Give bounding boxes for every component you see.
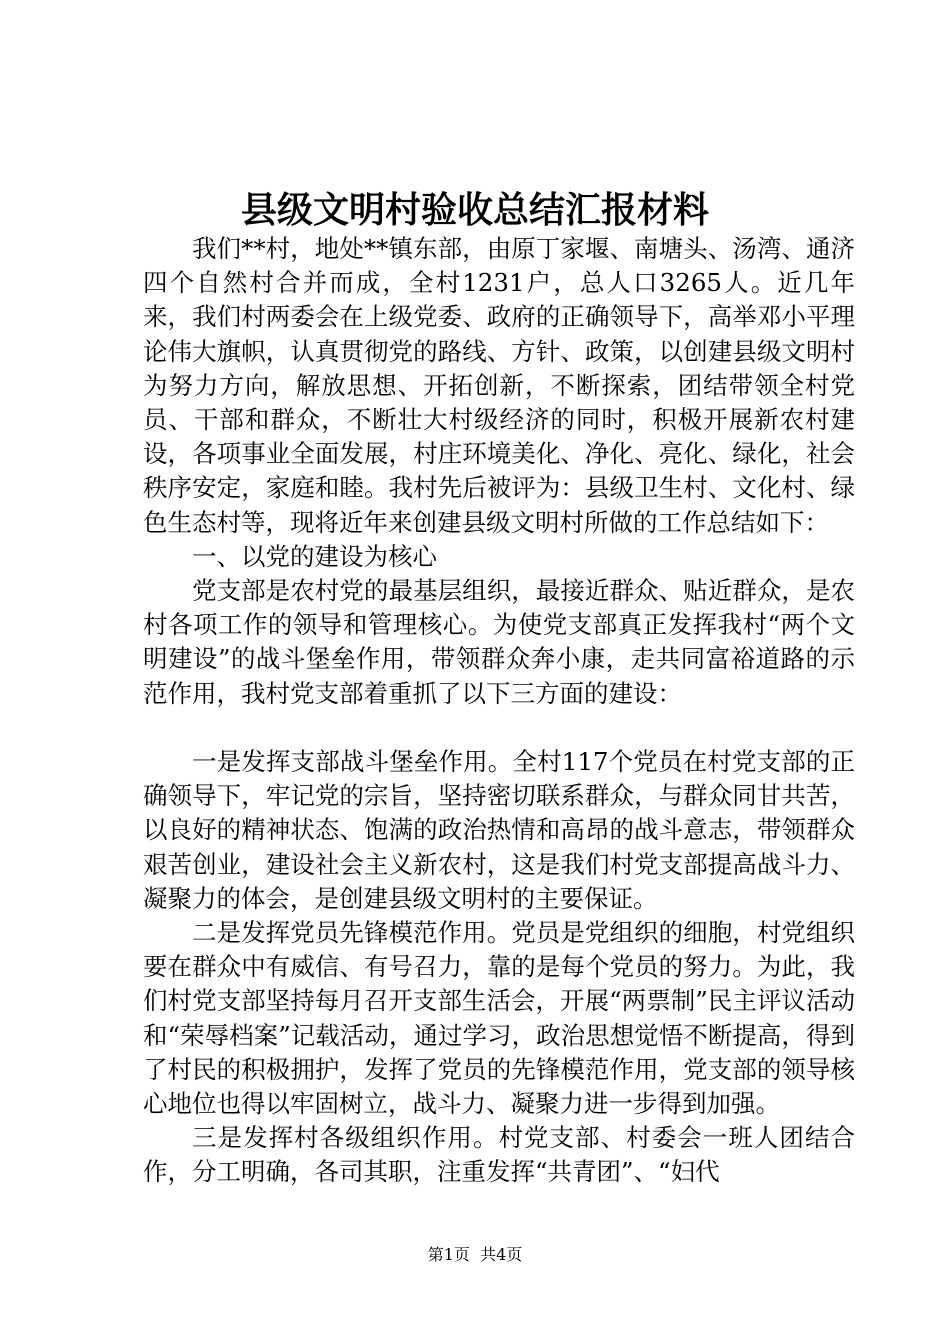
paragraph-point-two: 二是发挥党员先锋模范作用。党员是党组织的细胞，村党组织要在群众中有威信、有号召力，靠的是每个党员的努力。为此，我们村党支部坚持每月召开支部生活会，开展“两票制”民主评议活动和“荣辱档案”记载活动，通过学习，政治思想觉悟不断提高，得到了村民的积极拥护，发挥了党员的先锋模范作用，党支部的领导核心地位也得以牢固树立，战斗力、凝聚力进一步得到加强。 — [143, 918, 855, 1119]
page-number: 第1页 — [427, 1245, 470, 1264]
blank-line — [143, 711, 855, 745]
section-heading-party-building: 一、以党的建设为核心 — [192, 541, 437, 571]
document-body — [143, 232, 855, 1190]
paragraph-point-one: 一是发挥支部战斗堡垒作用。全村117个党员在村党支部的正确领导下，牢记党的宗旨，坚持密切联系群众，与群众同甘共苦，以良好的精神状态、饱满的政治热情和高昂的战斗意志，带领群众艰苦创业，建设社会主义新农村，这是我们村党支部提高战斗力、凝聚力的体会，是创建县级文明村的主要保证。 — [143, 747, 855, 913]
page-footer — [0, 1244, 950, 1266]
paragraph-party-branch: 党支部是农村党的最基层组织，最接近群众、贴近群众，是农村各项工作的领导和管理核心。为使党支部真正发挥我村“两个文明建设”的战斗堡垒作用，带领群众奔小康，走共同富裕道路的示范作用，我村党支部着重抓了以下三方面的建设： — [143, 576, 855, 708]
paragraph-intro: 我们**村，地处**镇东部，由原丁家堰、南塘头、汤湾、通济四个自然村合并而成，全村1231户，总人口3265人。近几年来，我们村两委会在上级党委、政府的正确领导下，高举邓小平理论伟大旗帜，认真贯彻党的路线、方针、政策，以创建县级文明村为努力方向，解放思想、开拓创新，不断探索，团结带领全村党员、干部和群众，不断壮大村级经济的同时，积极开展新农村建设，各项事业全面发展，村庄环境美化、净化、亮化、绿化，社会秩序安定，家庭和睦。我村先后被评为：县级卫生村、文化村、绿色生态村等，现将近年来创建县级文明村所做的工作总结如下： — [143, 234, 855, 537]
page-total: 共4页 — [480, 1245, 523, 1264]
document-title: 县级文明村验收总结汇报材料 — [240, 189, 709, 231]
paragraph-point-three: 三是发挥村各级组织作用。村党支部、村委会一班人团结合作，分工明确，各司其职，注重发挥“共青团”、“妇代 — [143, 1123, 855, 1187]
